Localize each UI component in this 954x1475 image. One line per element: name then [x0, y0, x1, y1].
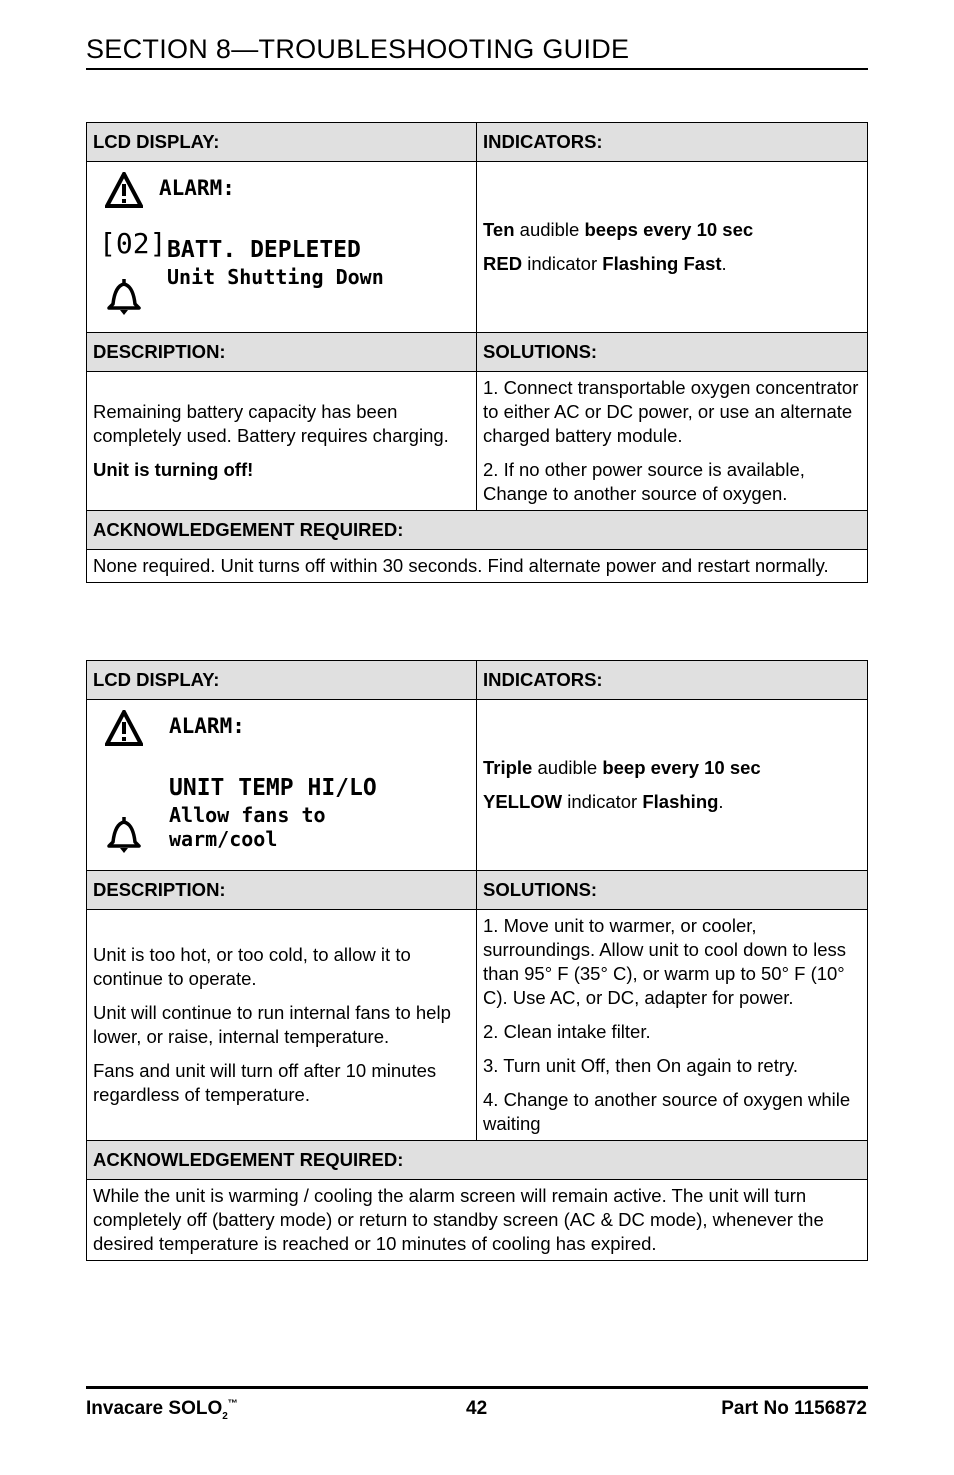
description-cell: [87, 372, 477, 511]
indicator-audible: Ten audible beeps every 10 sec: [483, 219, 754, 240]
solution-item: 2. Clean intake filter.: [483, 1021, 651, 1042]
title-rule: [86, 68, 868, 70]
indicator-light: RED indicator Flashing Fast.: [483, 253, 727, 274]
indicators-header: INDICATORS:: [477, 123, 868, 162]
ack-text: While the unit is warming / cooling the alarm screen will remain active. The unit will turn completely off (battery mode) or return to standby screen (AC & DC mode), whenever the desired temperature is reached or 10 minutes of cooling has expired.: [87, 1180, 868, 1261]
footer-rule: [86, 1386, 868, 1389]
solutions-header: SOLUTIONS:: [477, 333, 868, 372]
indicators-cell: [477, 162, 868, 333]
bell-icon: [107, 276, 141, 316]
description-text: Remaining battery capacity has been completely used. Battery requires charging.: [93, 401, 449, 446]
lcd-alarm-label: ALARM:: [159, 176, 235, 200]
indicators-cell: [477, 700, 868, 871]
footer-product: Invacare $SOLO_2™$: [86, 1398, 238, 1422]
description-header: DESCRIPTION:: [87, 871, 477, 910]
lcd-display-header: LCD DISPLAY:: [87, 123, 477, 162]
warning-triangle-icon: [105, 710, 143, 746]
bell-icon: [107, 814, 141, 854]
lcd-screen: [87, 700, 476, 870]
lcd-display-header: LCD DISPLAY:: [87, 661, 477, 700]
alarm-table-unit-temp: [86, 660, 868, 1261]
footer-part-number: Part No 1156872: [721, 1398, 867, 1419]
lcd-line-3: warm/cool: [169, 827, 278, 851]
solutions-header: SOLUTIONS:: [477, 871, 868, 910]
lcd-alarm-code: [02]: [99, 227, 167, 260]
lcd-alarm-code-value: 02: [115, 227, 150, 260]
lcd-line-2: Allow fans to: [169, 803, 326, 827]
description-text: Unit will continue to run internal fans to help lower, or raise, internal temperature.: [93, 1002, 451, 1047]
description-text: Fans and unit will turn off after 10 minutes regardless of temperature.: [93, 1060, 437, 1105]
lcd-display-cell: [87, 162, 477, 333]
lcd-line-1: UNIT TEMP HI/LO: [169, 775, 377, 801]
footer-page-number: 42: [466, 1398, 488, 1419]
lcd-display-cell: [87, 700, 477, 871]
warning-triangle-icon: [105, 172, 143, 208]
ack-text: None required. Unit turns off within 30 seconds. Find alternate power and restart normally.: [87, 550, 868, 583]
solutions-cell: [477, 910, 868, 1141]
solutions-cell: [477, 372, 868, 511]
page-title: SECTION 8—TROUBLESHOOTING GUIDE: [86, 34, 630, 64]
ack-header: ACKNOWLEDGEMENT REQUIRED:: [87, 1141, 868, 1180]
lcd-line-1: BATT. DEPLETED: [167, 237, 361, 263]
lcd-alarm-label: ALARM:: [169, 714, 245, 738]
lcd-line-2: Unit Shutting Down: [167, 265, 384, 289]
indicators-header: INDICATORS:: [477, 661, 868, 700]
description-warning: Unit is turning off!: [93, 459, 254, 480]
solution-item: 1. Move unit to warmer, or cooler, surroundings. Allow unit to cool down to less than 95° F (35° C), or warm up to 50° F (10° C). Use AC, or DC, adapter for power.: [483, 915, 847, 1008]
description-cell: [87, 910, 477, 1141]
solution-item: 4. Change to another source of oxygen while waiting: [483, 1089, 851, 1134]
alarm-table-batt-depleted: [86, 122, 868, 583]
solution-item: 1. Connect transportable oxygen concentrator to either AC or DC power, or use an alternate charged battery module.: [483, 377, 859, 446]
solution-item: 2. If no other power source is available, Change to another source of oxygen.: [483, 459, 805, 504]
solution-item: 3. Turn unit Off, then On again to retry.: [483, 1055, 799, 1076]
description-header: DESCRIPTION:: [87, 333, 477, 372]
lcd-screen: [87, 162, 476, 332]
indicator-audible: Triple audible beep every 10 sec: [483, 757, 761, 778]
ack-header: ACKNOWLEDGEMENT REQUIRED:: [87, 511, 868, 550]
indicator-light: YELLOW indicator Flashing.: [483, 791, 724, 812]
description-text: Unit is too hot, or too cold, to allow it to continue to operate.: [93, 944, 411, 989]
